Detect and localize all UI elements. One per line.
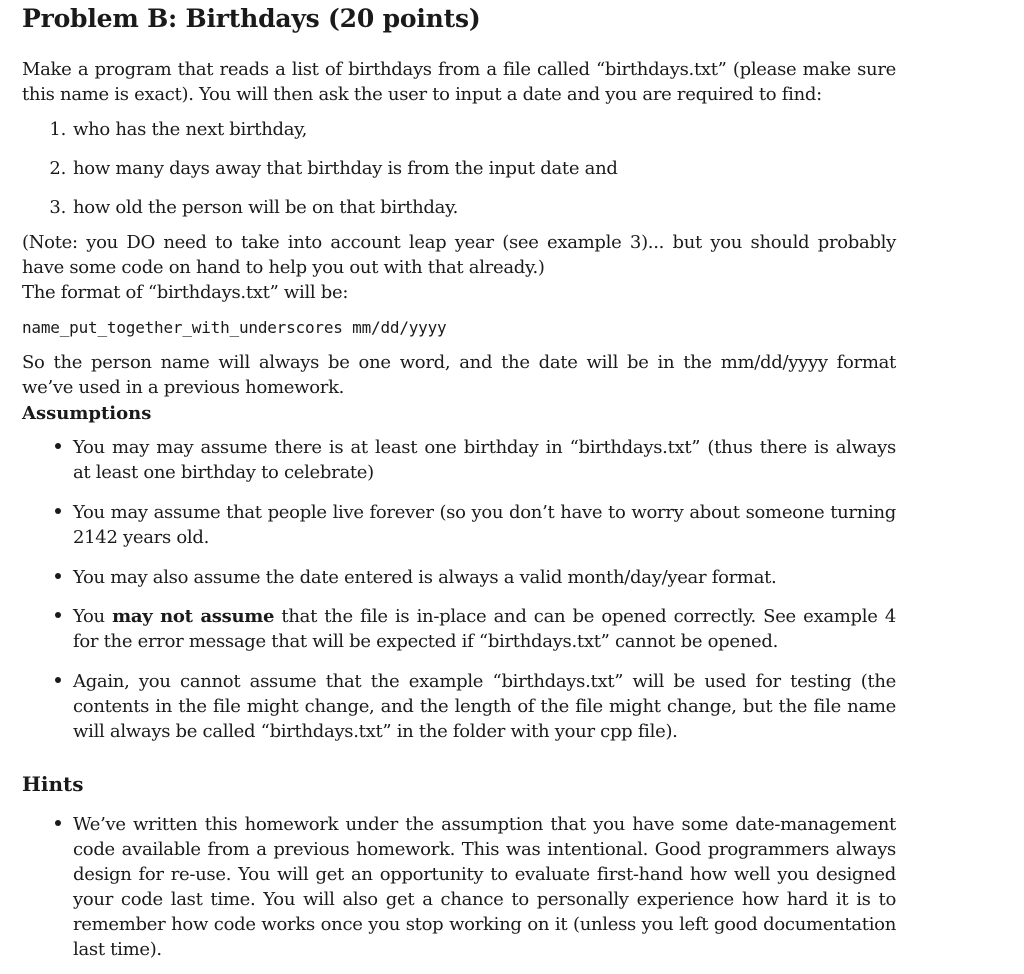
requirement-text: how old the person will be on that birthday. bbox=[73, 197, 458, 218]
assumption-text: You may may assume there is at least one birthday in “birthdays.txt” (thus there is always at least one birthday to celebrate) bbox=[73, 437, 896, 483]
intro-line-2: this name is exact). You will then ask the user to input a date and you are required to find: bbox=[22, 84, 822, 105]
bullet-icon bbox=[54, 812, 62, 837]
assumptions-heading: Assumptions bbox=[22, 403, 152, 424]
bullet-icon bbox=[54, 435, 62, 460]
assumption-text: You may also assume the date entered is always a valid month/day/year format. bbox=[73, 567, 777, 588]
assumption-text: You may not assume that the file is in-place and can be opened correctly. See example 4 for the error message that will be expected if “birthdays.txt” cannot be opened. bbox=[73, 606, 896, 652]
bullet-icon bbox=[54, 565, 62, 590]
bullet-icon bbox=[54, 500, 62, 525]
note-line-1: (Note: you DO need to take into account leap year (see example 3)... but you should probably bbox=[22, 232, 896, 253]
note-line-2: have some code on hand to help you out with that already.) bbox=[22, 257, 545, 278]
requirement-number: 3. bbox=[49, 197, 66, 218]
bullet-icon bbox=[54, 669, 62, 694]
note-paragraph bbox=[22, 230, 896, 305]
requirement-number: 2. bbox=[49, 158, 66, 179]
intro-paragraph bbox=[22, 57, 896, 107]
problem-title: Problem B: Birthdays (20 points) bbox=[22, 4, 481, 33]
hints-heading: Hints bbox=[22, 772, 84, 796]
bullet-icon bbox=[54, 604, 62, 629]
assumption-text: You may assume that people live forever (so you don’t have to worry about someone turning 2142 years old. bbox=[73, 502, 896, 548]
format-desc-line-1: So the person name will always be one word, and the date will be in the mm/dd/yyyy format bbox=[22, 352, 896, 373]
assumption-text: Again, you cannot assume that the example “birthdays.txt” will be used for testing (the contents in the file might change, and the length of the file might change, but the file name will always be called “birthdays.txt” in the folder with your cpp file). bbox=[73, 671, 896, 742]
requirement-text: who has the next birthday, bbox=[73, 119, 308, 140]
note-line-3: The format of “birthdays.txt” will be: bbox=[22, 282, 349, 303]
format-desc-line-2: we’ve used in a previous homework. bbox=[22, 377, 345, 398]
file-format-code: name_put_together_with_underscores mm/dd/yyyy bbox=[22, 318, 447, 337]
requirement-text: how many days away that birthday is from the input date and bbox=[73, 158, 618, 179]
format-description bbox=[22, 350, 896, 400]
requirement-number: 1. bbox=[49, 119, 66, 140]
intro-line-1: Make a program that reads a list of birthdays from a file called “birthdays.txt” (please make sure bbox=[22, 59, 896, 80]
hint-text: We’ve written this homework under the assumption that you have some date-management code available from a previous homework. This was intentional. Good programmers always design for re-use. You will get an opportunity to evaluate first-hand how well you designed your code last time. You will also get a chance to personally experience how hard it is to remember how code works once you stop working on it (unless you left good documentation last time). bbox=[73, 814, 896, 960]
may-not-assume-emphasis: may not assume bbox=[112, 606, 275, 627]
